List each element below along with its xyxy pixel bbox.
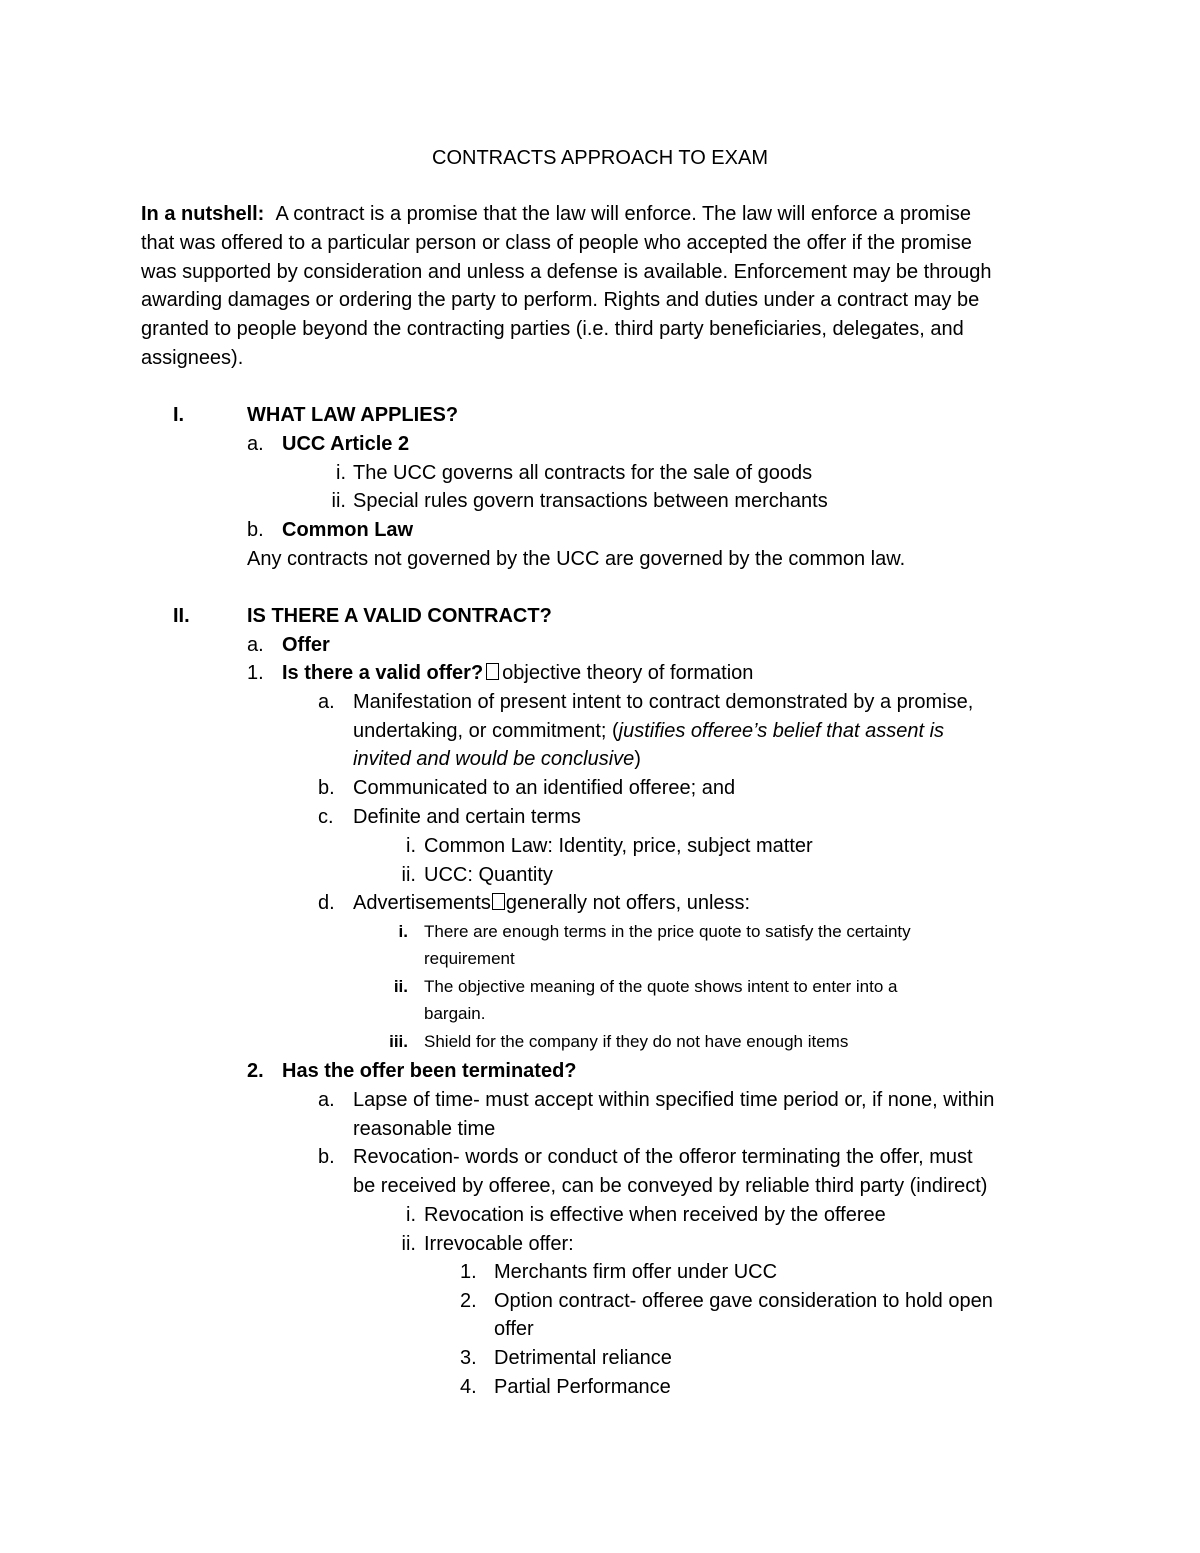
q2-b-ii-marker: ii.	[401, 1233, 416, 1255]
q1-d-ii-line-1: The objective meaning of the quote shows intent to enter into a	[424, 977, 898, 996]
q1-d-ii-line-2: bargain.	[424, 1004, 486, 1023]
q2-b-line-1: Revocation- words or conduct of the offeror terminating the offer, must	[353, 1146, 973, 1168]
section-2-heading: IS THERE A VALID CONTRACT?	[247, 605, 552, 627]
irrevocable-2-marker: 2.	[460, 1290, 477, 1312]
arrow-glyph-icon	[486, 663, 499, 680]
intro-line-2: that was offered to a particular person or class of people who accepted the offer if the promise	[141, 232, 972, 254]
q1-c-i-text: Common Law: Identity, price, subject matter	[424, 835, 813, 857]
intro-line-1	[141, 202, 971, 226]
q1-d-after: generally not offers, unless:	[505, 892, 751, 914]
page-title: CONTRACTS APPROACH TO EXAM	[432, 147, 768, 169]
irrevocable-1-text: Merchants firm offer under UCC	[494, 1261, 778, 1283]
intro-text: A contract is a promise that the law will enforce. The law will enforce a promise	[275, 203, 971, 225]
irrevocable-2-text-2: offer	[494, 1318, 534, 1340]
q1-c-ii-marker: ii.	[401, 864, 416, 886]
q1-a-line-3	[353, 747, 641, 771]
irrevocable-3-text: Detrimental reliance	[494, 1347, 672, 1369]
q1-c-i-marker: i.	[406, 835, 416, 857]
q1-c-text: Definite and certain terms	[353, 806, 581, 828]
section-1-a-ii-text: Special rules govern transactions between merchants	[353, 490, 828, 512]
section-1-b-label: Common Law	[282, 519, 414, 541]
irrevocable-4-text: Partial Performance	[494, 1376, 671, 1398]
q2-b-line-2: be received by offeree, can be conveyed by reliable third party (indirect)	[353, 1175, 988, 1197]
q2-marker: 2.	[247, 1060, 264, 1082]
q1-d-iii-text: Shield for the company if they do not have enough items	[424, 1032, 849, 1051]
section-1-a-ii-marker: ii.	[331, 490, 346, 512]
q1-a-line-3-plain: )	[634, 748, 641, 770]
intro-line-6: assignees).	[141, 347, 244, 369]
irrevocable-2-text: Option contract- offeree gave consideration to hold open	[494, 1290, 993, 1312]
q1-d-iii-marker: iii.	[389, 1032, 408, 1051]
section-2-a-label: Offer	[282, 634, 330, 656]
section-2-numeral: II.	[173, 605, 190, 627]
q1-d-line	[353, 891, 750, 915]
intro-line-4: awarding damages or ordering the party to perform. Rights and duties under a contract may be	[141, 289, 980, 311]
q1-d-i-line-1: There are enough terms in the price quote to satisfy the certainty	[424, 922, 911, 941]
q2-b-i-marker: i.	[406, 1204, 416, 1226]
intro-label: In a nutshell:	[141, 203, 265, 225]
q1-c-ii-text: UCC: Quantity	[424, 864, 553, 886]
q1-a-line-2-italic: justifies offeree’s belief that assent is	[618, 720, 945, 742]
q1-a-line-2	[353, 719, 944, 743]
q2-b-i-text: Revocation is effective when received by the offeree	[424, 1204, 886, 1226]
q1-rest: objective theory of formation	[502, 662, 754, 684]
q2-label: Has the offer been terminated?	[282, 1060, 577, 1082]
q1-a-marker: a.	[318, 691, 335, 713]
q1-b-marker: b.	[318, 777, 335, 799]
q1-d-before: Advertisements	[353, 892, 491, 914]
q2-a-marker: a.	[318, 1089, 335, 1111]
section-1-b-text: Any contracts not governed by the UCC are governed by the common law.	[247, 548, 906, 570]
section-1-heading: WHAT LAW APPLIES?	[247, 404, 459, 426]
q1-d-i-marker: i.	[398, 922, 408, 941]
section-1-a-marker: a.	[247, 433, 264, 455]
q1-d-i-line-2: requirement	[424, 949, 515, 968]
section-1-a-label: UCC Article 2	[282, 433, 410, 455]
section-1-a-i-text: The UCC governs all contracts for the sale of goods	[353, 462, 813, 484]
irrevocable-3-marker: 3.	[460, 1347, 477, 1369]
q2-a-line-1: Lapse of time- must accept within specified time period or, if none, within	[353, 1089, 995, 1111]
q1-line	[282, 661, 753, 685]
q1-a-line-2-plain: undertaking, or commitment; (	[353, 720, 619, 742]
q1-label: Is there a valid offer?	[282, 662, 484, 684]
irrevocable-4-marker: 4.	[460, 1376, 477, 1398]
q2-b-ii-text: Irrevocable offer:	[424, 1233, 574, 1255]
irrevocable-1-marker: 1.	[460, 1261, 477, 1283]
q1-b-text: Communicated to an identified offeree; and	[353, 777, 736, 799]
section-1-numeral: I.	[173, 404, 185, 426]
q1-a-line-1: Manifestation of present intent to contract demonstrated by a promise,	[353, 691, 974, 713]
section-2-a-marker: a.	[247, 634, 264, 656]
q1-d-ii-marker: ii.	[393, 977, 408, 996]
section-1-b-marker: b.	[247, 519, 264, 541]
q1-a-line-3-italic: invited and would be conclusive	[353, 748, 635, 770]
arrow-glyph-icon	[492, 893, 505, 910]
q2-b-marker: b.	[318, 1146, 335, 1168]
q1-d-marker: d.	[318, 892, 335, 914]
q1-marker: 1.	[247, 662, 264, 684]
q1-c-marker: c.	[318, 806, 334, 828]
intro-line-5: granted to people beyond the contracting parties (i.e. third party beneficiaries, delegates, and	[141, 318, 964, 340]
intro-line-3: was supported by consideration and unless a defense is available. Enforcement may be through	[141, 261, 992, 283]
section-1-a-i-marker: i.	[336, 462, 346, 484]
q2-a-line-2: reasonable time	[353, 1118, 496, 1140]
